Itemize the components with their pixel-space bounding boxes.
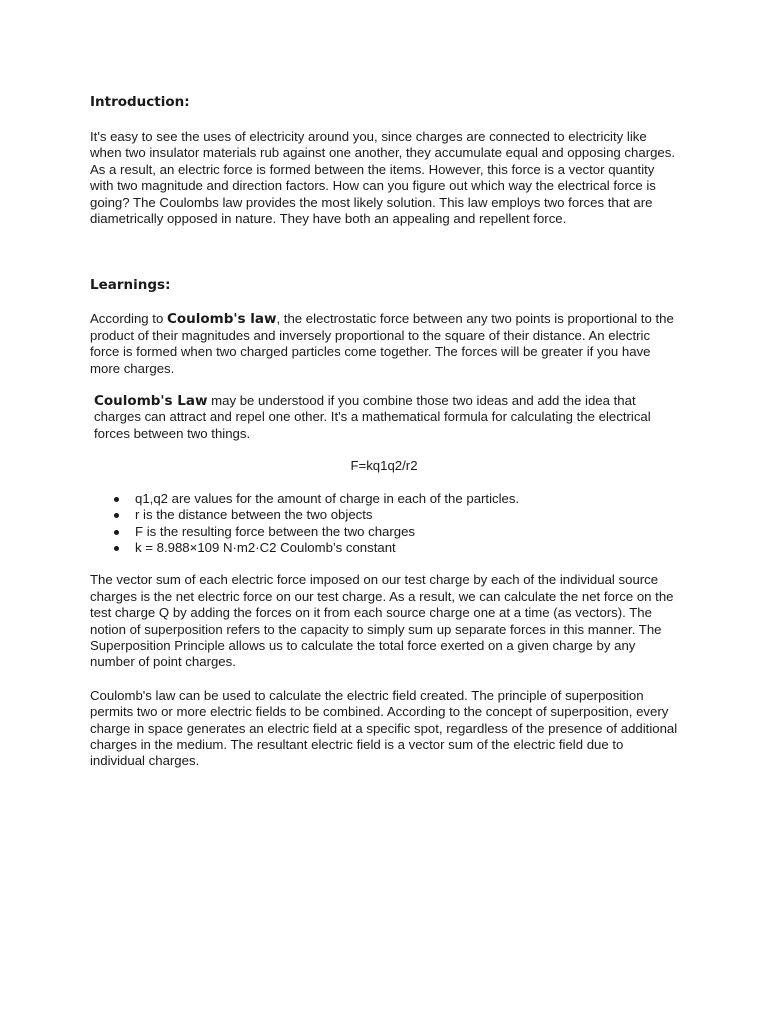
list-item bbox=[90, 540, 678, 556]
list-item-text: r is the distance between the two objects bbox=[135, 507, 373, 523]
paragraph-prefix: According to bbox=[90, 311, 167, 327]
bullet-icon bbox=[114, 530, 119, 535]
list-item bbox=[90, 491, 678, 507]
paragraph-text: may be understood if you combine those two ideas and add the idea that charges can attract and repel one other. It's a mathematical formula for calculating the electrical forces between two things. bbox=[94, 393, 651, 441]
bullet-icon bbox=[114, 513, 119, 518]
electric-field-paragraph: Coulomb's law can be used to calculate the electric field created. The principle of superposition permits two or more electric fields to be combined. According to the concept of superposition, every charge in space generates an electric field at a specific spot, regardless of the presence of additional charges in the medium. The resultant electric field is a vector sum of the electric field due to individual charges. bbox=[90, 687, 678, 769]
introduction-paragraph: It's easy to see the uses of electricity around you, since charges are connected to electricity like when two insulator materials rub against one another, they accumulate equal and opposing charges. As a result, an electric force is formed between the items. However, this force is a vector quantity with two magnitude and direction factors. How can you figure out which way the electrical force is going? The Coulombs law provides the most likely solution. This law employs two forces that are diametrically opposed in nature. They have both an appealing and repellent force. bbox=[90, 129, 676, 227]
list-item-text: q1,q2 are values for the amount of charge in each of the particles. bbox=[135, 490, 520, 506]
learnings-heading: Learnings: bbox=[90, 277, 171, 294]
document-page bbox=[90, 93, 678, 770]
coulombs-law-term-2: Coulomb's Law bbox=[94, 393, 208, 410]
introduction-heading: Introduction: bbox=[90, 94, 190, 110]
bullet-icon bbox=[114, 497, 119, 502]
coulombs-law-paragraph bbox=[90, 311, 678, 377]
superposition-paragraph: The vector sum of each electric force imposed on our test charge by each of the individual source charges is the net electric force on our test charge. As a result, we can calculate the net force on the test charge Q by adding the forces on it from each source charge one at a time (as vectors). The notion of superposition refers to the capacity to simply sum up separate forces in this manner. The Superposition Principle allows us to calculate the total force exerted on a given charge by any number of point charges. bbox=[90, 572, 674, 670]
list-item bbox=[90, 524, 678, 540]
coulomb-formula: F=kq1q2/r2 bbox=[350, 458, 418, 474]
paragraph-text: , the electrostatic force between any two points is proportional to the product of their magnitudes and inversely proportional to the square of their distance. An electric force is formed when two charged particles come together. The forces will be greater if you have more charges. bbox=[90, 311, 674, 376]
list-item bbox=[90, 507, 678, 523]
coulombs-law-term: Coulomb's law bbox=[166, 311, 277, 328]
list-item-text: k = 8.988×109 N·m2·C2 Coulomb’s constant bbox=[135, 539, 396, 555]
coulombs-law-explanation-paragraph bbox=[90, 393, 678, 442]
list-item-text: F is the resulting force between the two charges bbox=[135, 523, 416, 539]
formula-variables-list bbox=[90, 491, 678, 557]
bullet-icon bbox=[114, 546, 119, 551]
